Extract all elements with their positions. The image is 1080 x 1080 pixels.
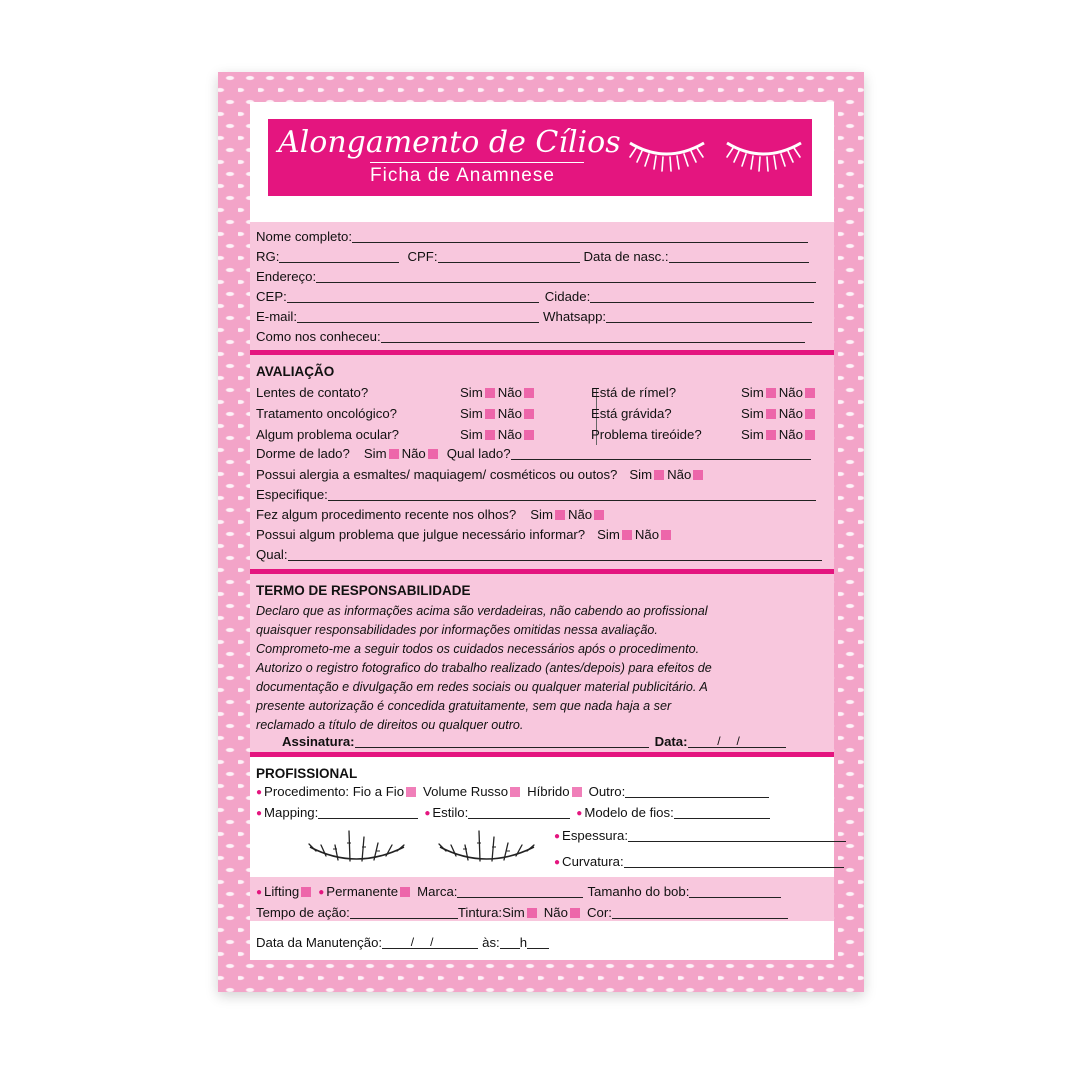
no-checkbox[interactable] [661, 530, 671, 540]
referral-label: Como nos conheceu: [256, 329, 381, 344]
thickness-field[interactable] [628, 830, 846, 842]
name-row [256, 230, 808, 243]
rg-field[interactable] [279, 251, 399, 263]
yes-checkbox[interactable] [555, 510, 565, 520]
yes-label: Sim [597, 527, 620, 542]
no-label: Não [778, 406, 803, 421]
which-side-label: Qual lado? [446, 446, 511, 461]
no-checkbox[interactable] [805, 430, 815, 440]
document-row [256, 250, 809, 263]
which-problem-row [256, 548, 822, 561]
hour-suffix: h [519, 935, 528, 950]
closed-eye-lashes-icon [723, 131, 805, 181]
bullet-icon: ● [554, 831, 561, 843]
specify-row [256, 488, 816, 501]
bullet-icon: ● [424, 808, 431, 820]
bullet-icon: ● [256, 787, 263, 799]
professional-heading: PROFISSIONAL [256, 766, 358, 781]
bullet-icon: ● [256, 808, 263, 820]
yes-label: Sim [363, 446, 387, 461]
eye-mapping-diagram-icon [306, 823, 408, 871]
brand-field[interactable] [457, 886, 583, 898]
question-label: Possui algum problema que julgue necessário informar? [256, 527, 586, 542]
time-label: às: [482, 935, 500, 950]
other-problem-row [256, 528, 674, 541]
maintenance-date-field[interactable] [382, 936, 478, 949]
closed-eye-lashes-icon [626, 131, 708, 181]
brand-label: Marca: [417, 884, 458, 899]
hibrido-checkbox[interactable] [572, 787, 582, 797]
specify-field[interactable] [328, 489, 816, 501]
question-label: Está grávida? [591, 406, 672, 421]
birthdate-label: Data de nasc.: [583, 249, 669, 264]
question-label: Tratamento oncológico? [256, 406, 397, 421]
which-side-field[interactable] [511, 448, 811, 460]
cep-field[interactable] [287, 291, 539, 303]
rod-size-field[interactable] [689, 886, 781, 898]
date-separator: / [736, 734, 756, 749]
no-checkbox[interactable] [693, 470, 703, 480]
yes-checkbox[interactable] [485, 430, 495, 440]
question-label: Fez algum procedimento recente nos olhos? [256, 507, 517, 522]
color-field[interactable] [612, 907, 788, 919]
timing-row [256, 906, 788, 919]
form-subtitle: Ficha de Anamnese [370, 165, 555, 186]
question-label: Algum problema ocular? [256, 427, 399, 442]
no-label: Não [543, 905, 568, 920]
no-label: Não [634, 527, 660, 542]
responsibility-line: documentação e divulgação em redes sociais ou qualquer material publicitário. A [256, 680, 708, 694]
minute-field[interactable] [527, 937, 549, 949]
no-label: Não [778, 385, 803, 400]
city-label: Cidade: [544, 289, 591, 304]
fiber-model-field[interactable] [674, 807, 770, 819]
anamnese-sheet [218, 72, 864, 992]
yes-checkbox[interactable] [766, 388, 776, 398]
evaluation-section [250, 355, 834, 569]
question-label: Está de rímel? [591, 385, 677, 400]
question-label: Lentes de contato? [256, 385, 369, 400]
personal-data-section [250, 222, 834, 352]
no-label: Não [497, 385, 522, 400]
email-whatsapp-row [256, 310, 812, 323]
email-label: E-mail: [256, 309, 298, 324]
responsibility-line: Declaro que as informações acima são verdadeiras, não cabendo ao profissional [256, 604, 708, 618]
city-field[interactable] [590, 291, 814, 303]
cep-city-row [256, 290, 814, 303]
date-separator: / [430, 935, 450, 950]
curl-field[interactable] [624, 856, 844, 868]
referral-row [256, 330, 805, 343]
cpf-field[interactable] [438, 251, 580, 263]
yes-label: Sim [460, 406, 483, 421]
no-label: Não [401, 446, 426, 461]
bullet-icon: ● [576, 808, 583, 820]
address-field[interactable] [316, 271, 816, 283]
rg-label: RG: [256, 249, 280, 264]
signature-row [282, 735, 786, 748]
no-checkbox[interactable] [524, 409, 534, 419]
fiber-model-label: Modelo de fios: [584, 805, 674, 820]
no-label: Não [667, 467, 692, 482]
email-field[interactable] [297, 311, 539, 323]
rod-size-label: Tamanho do bob: [587, 884, 690, 899]
yes-checkbox[interactable] [766, 430, 776, 440]
permanent-label: Permanente [326, 884, 399, 899]
hour-field[interactable] [500, 937, 520, 949]
question-label: Problema tireóide? [591, 427, 702, 442]
mapping-row [256, 806, 770, 819]
cep-label: CEP: [256, 289, 287, 304]
no-label: Não [567, 507, 593, 522]
color-label: Cor: [586, 905, 612, 920]
name-label: Nome completo: [256, 229, 353, 244]
signature-field[interactable] [355, 736, 649, 748]
no-checkbox[interactable] [428, 449, 438, 459]
responsibility-line: Autorizo o registro fotografico do trabalho realizado (antes/depois) para efeitos de [256, 661, 712, 675]
question-label: Possui alergia a esmaltes/ maquiagem/ cosméticos ou outos? [256, 467, 618, 482]
action-time-field[interactable] [350, 907, 458, 919]
no-checkbox[interactable] [805, 409, 815, 419]
form-header [268, 119, 812, 196]
lifting-row [256, 885, 781, 898]
style-label: Estilo: [432, 805, 469, 820]
yes-checkbox[interactable] [622, 530, 632, 540]
date-separator: / [410, 935, 431, 950]
yes-checkbox[interactable] [485, 409, 495, 419]
question-row [591, 407, 818, 420]
yes-checkbox[interactable] [654, 470, 664, 480]
tint-yes-checkbox[interactable] [527, 908, 537, 918]
no-checkbox[interactable] [524, 430, 534, 440]
no-label: Não [778, 427, 803, 442]
date-field[interactable] [688, 735, 786, 748]
evaluation-heading: AVALIAÇÃO [256, 364, 335, 379]
referral-field[interactable] [381, 331, 805, 343]
question-row [591, 386, 818, 399]
permanent-checkbox[interactable] [400, 887, 410, 897]
maintenance-row [256, 936, 549, 949]
form-title: Alongamento de Cílios [278, 125, 621, 160]
recent-procedure-row [256, 508, 607, 521]
procedure-row [256, 785, 769, 798]
question-label: Dorme de lado? [256, 446, 350, 461]
lifting-checkbox[interactable] [301, 887, 311, 897]
mapping-field[interactable] [318, 807, 418, 819]
specify-label: Especifique: [256, 487, 328, 502]
other-label: Outro: [588, 784, 626, 799]
volume-russo-checkbox[interactable] [510, 787, 520, 797]
yes-label: Sim [460, 427, 483, 442]
responsibility-line: Comprometo-me a seguir todos os cuidados necessários após o procedimento. [256, 642, 700, 656]
date-label: Data: [654, 734, 688, 749]
curl-label: Curvatura: [562, 854, 624, 869]
hibrido-label: Híbrido [527, 784, 570, 799]
bullet-icon: ● [256, 887, 263, 899]
yes-checkbox[interactable] [766, 409, 776, 419]
yes-label: Sim [741, 385, 764, 400]
address-label: Endereço: [256, 269, 317, 284]
signature-label: Assinatura: [282, 734, 355, 749]
maintenance-date-label: Data da Manutenção: [256, 935, 383, 950]
thickness-label: Espessura: [562, 828, 629, 843]
yes-checkbox[interactable] [389, 449, 399, 459]
which-label: Qual: [256, 547, 288, 562]
volume-russo-label: Volume Russo [423, 784, 509, 799]
responsibility-line: reclamado a título de direitos ou qualquer outro. [256, 718, 524, 732]
whatsapp-field[interactable] [606, 311, 812, 323]
professional-section [250, 757, 834, 960]
form-body [250, 102, 834, 960]
no-checkbox[interactable] [524, 388, 534, 398]
yes-label: Sim [460, 385, 483, 400]
yes-checkbox[interactable] [485, 388, 495, 398]
no-checkbox[interactable] [594, 510, 604, 520]
tint-no-checkbox[interactable] [570, 908, 580, 918]
style-field[interactable] [468, 807, 570, 819]
procedure-label: Procedimento: Fio a Fio [264, 784, 405, 799]
no-label: Não [497, 427, 522, 442]
title-divider [370, 162, 584, 163]
thickness-row [554, 829, 846, 842]
lifting-label: Lifting [264, 884, 300, 899]
question-row [256, 428, 537, 441]
curl-row [554, 855, 844, 868]
no-label: Não [497, 406, 522, 421]
responsibility-line: presente autorização é concedida gratuitamente, sem que nada haja a ser [256, 699, 672, 713]
other-field[interactable] [625, 786, 769, 798]
yes-label: Sim [741, 406, 764, 421]
whatsapp-label: Whatsapp: [543, 309, 607, 324]
cpf-label: CPF: [407, 249, 438, 264]
no-checkbox[interactable] [805, 388, 815, 398]
question-row [256, 407, 537, 420]
eye-mapping-diagram-icon [436, 823, 538, 871]
question-row [256, 386, 537, 399]
yes-label: Sim [502, 905, 525, 920]
action-time-label: Tempo de ação: [256, 905, 350, 920]
tint-label: Tintura: [457, 905, 503, 920]
responsibility-text [256, 602, 826, 735]
address-row [256, 270, 816, 283]
allergy-row [256, 468, 706, 481]
date-separator: / [717, 734, 737, 749]
mapping-label: Mapping: [264, 805, 319, 820]
responsibility-heading: TERMO DE RESPONSABILIDADE [256, 583, 471, 598]
responsibility-line: quaisquer responsabilidades por informações omitidas nessa avaliação. [256, 623, 658, 637]
bullet-icon: ● [318, 887, 325, 899]
yes-label: Sim [741, 427, 764, 442]
question-row [591, 428, 818, 441]
yes-label: Sim [530, 507, 553, 522]
fio-a-fio-checkbox[interactable] [406, 787, 416, 797]
birthdate-field[interactable] [669, 251, 809, 263]
yes-label: Sim [629, 467, 653, 482]
bullet-icon: ● [554, 857, 561, 869]
which-field[interactable] [288, 549, 822, 561]
name-field[interactable] [352, 231, 808, 243]
side-sleep-row [256, 447, 811, 460]
responsibility-section [250, 574, 834, 752]
